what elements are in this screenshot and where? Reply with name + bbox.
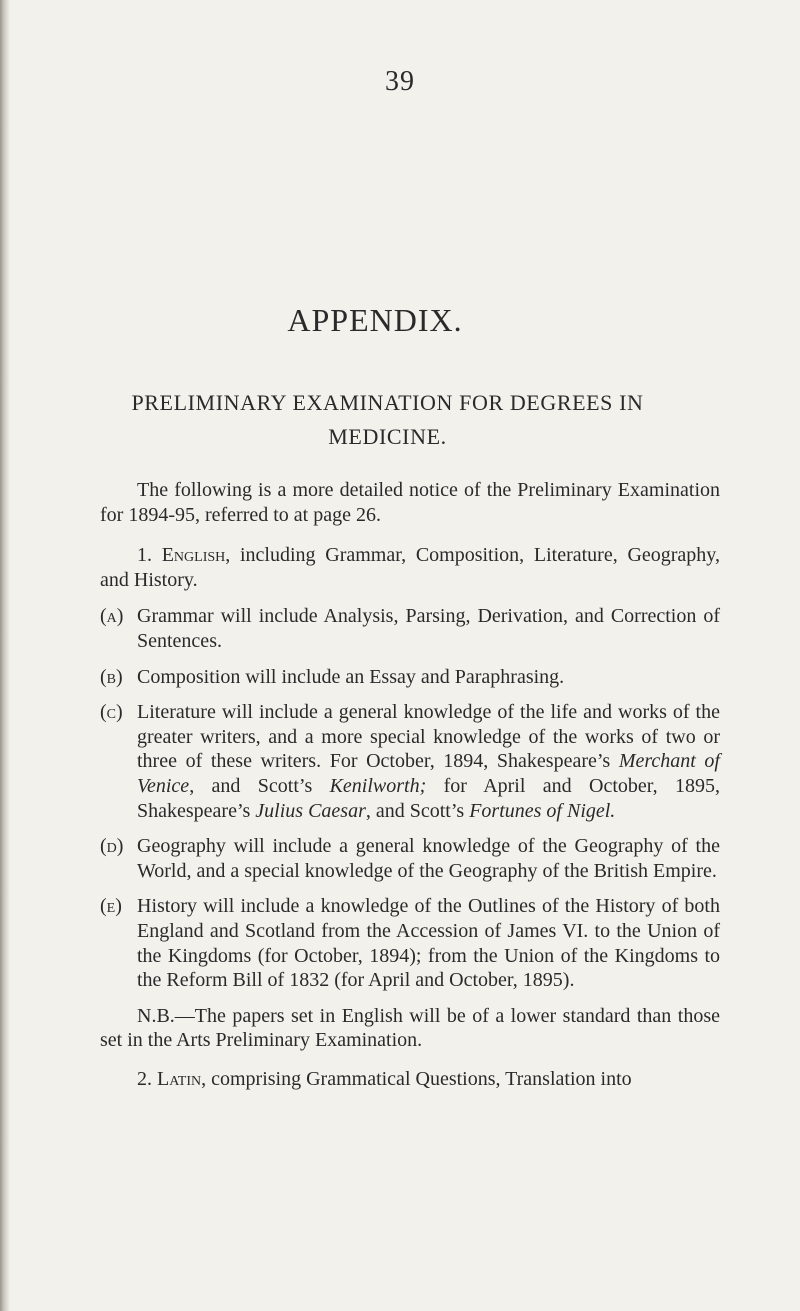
title-julius-caesar: Julius Caesar (255, 799, 366, 822)
item-c-label: (c) (100, 701, 123, 724)
section-title-line-1: PRELIMINARY EXAMINATION FOR DEGREES IN (131, 390, 644, 415)
item-e (100, 894, 720, 992)
item-b-text: Composition will include an Essay and Paraphrasing. (137, 665, 565, 688)
item-d-label: (d) (100, 835, 124, 858)
item-e-label: (e) (100, 895, 122, 918)
latin-heading: Latin (157, 1067, 202, 1090)
page-number: 39 (385, 66, 415, 97)
item-e-text: History will include a knowledge of the Outlines of the History of both England and Scotland from the Accession of James VI. to the Union of the Kingdoms (for October, 1894); from the Union of the Kingdoms to the Reform Bill of 1832 (for April and October, 1895). (137, 895, 720, 992)
title-merchant-of-venice: Merchant of Venice (137, 750, 720, 797)
latin-paragraph (100, 1067, 720, 1092)
item-d-text: Geography will include a general knowledge of the Geography of the World, and a special knowledge of the Geography of the British Empire. (137, 835, 720, 882)
item-a-label: (a) (100, 605, 124, 628)
item-c-text-part: Literature will include a general knowledge of the life and works of the greater writers, and a more special knowledge of the works of two or three of these writers. For October, 1894, Shakespeare’s (137, 701, 720, 773)
latin-number: 2. (137, 1067, 152, 1090)
item-c-text-part: , and Scott’s (189, 774, 330, 797)
appendix-title: APPENDIX. (287, 302, 463, 338)
page-edge-shadow (0, 0, 10, 1311)
english-number: 1. (137, 544, 152, 567)
item-a-text: Grammar will include Analysis, Parsing, Derivation, and Correction of Sentences. (137, 605, 720, 652)
item-b (100, 665, 720, 690)
item-c-text-part: , and Scott’s (365, 799, 470, 822)
nota-bene-paragraph: N.B.—The papers set in English will be of a lower standard than those set in the Arts Preliminary Examination. (100, 1004, 720, 1052)
item-c-text (137, 700, 720, 823)
body-text (100, 478, 720, 1091)
english-paragraph (100, 543, 720, 592)
title-kenilworth: Kenilworth; (329, 774, 427, 797)
latin-text: , comprising Grammatical Questions, Translation into (201, 1067, 632, 1090)
section-title-line-2: MEDICINE. (328, 424, 447, 449)
intro-paragraph: The following is a more detailed notice of the Preliminary Examination for 1894-95, referred to at page 26. (100, 479, 720, 526)
item-a (100, 604, 720, 653)
item-b-label: (b) (100, 665, 123, 688)
title-fortunes-of-nigel: Fortunes of Nigel. (469, 799, 616, 822)
english-heading: English (161, 544, 226, 567)
section-title (0, 386, 775, 454)
item-c (100, 700, 720, 823)
english-text: , including Grammar, Composition, Literature, Geography, and History. (100, 544, 720, 591)
item-c-text-part: for April and October, 1895, Shakespeare’s (137, 774, 720, 822)
item-d (100, 834, 720, 883)
